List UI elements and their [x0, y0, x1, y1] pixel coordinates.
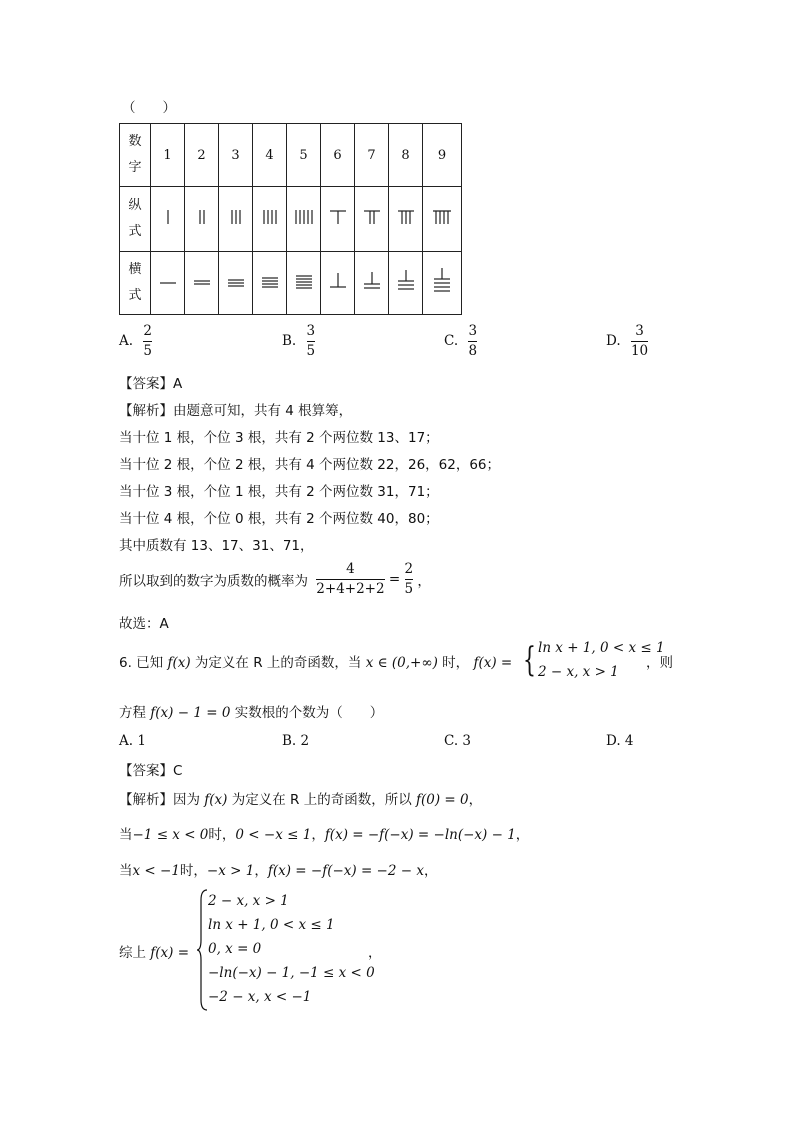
q5-analysis-line-4: 当十位 3 根，个位 1 根，共有 2 个两位数 31，71；: [119, 484, 439, 500]
q6-answer: 【答案】C: [119, 763, 183, 779]
math-expr: f(x) − 1 = 0: [150, 705, 231, 721]
digit-cell: 3: [219, 124, 253, 187]
math-expr: 0 < −x ≤ 1: [235, 827, 312, 843]
table-row-horizontal: [120, 252, 462, 315]
q6-analysis-line-1: [119, 788, 482, 808]
denominator: 2+4+2+2: [316, 581, 385, 597]
math-expr: f(x): [204, 792, 228, 808]
fraction: [143, 322, 152, 361]
row-header-digit: [120, 124, 151, 187]
vertical-rod-3-icon: [219, 187, 253, 252]
question-blank-paren: （ ）: [122, 100, 176, 116]
option-d: [606, 322, 648, 361]
option-label: B.: [282, 333, 297, 349]
punctuation: ，: [468, 792, 483, 808]
punctuation: ，: [515, 827, 530, 843]
q5-analysis-line-2: 当十位 1 根，个位 3 根，共有 2 个两位数 13、17；: [119, 430, 439, 446]
digit-cell: 2: [185, 124, 219, 187]
digit-cell: 9: [423, 124, 462, 187]
analysis-text: 所以取到的数字为质数的概率为: [119, 573, 308, 590]
q6-stem-line-2: [119, 701, 383, 721]
digit-cell: 1: [151, 124, 185, 187]
vertical-rod-1-icon: [151, 187, 185, 252]
q6-option-a: A. 1: [119, 733, 146, 749]
analysis-text: 时，: [179, 863, 207, 879]
stem-text: 方程: [119, 705, 146, 721]
vertical-rod-5-icon: [287, 187, 321, 252]
q5-probability-line: [119, 560, 431, 599]
punctuation: ，: [254, 863, 268, 879]
stem-text: 为定义在 R 上的奇函数，当: [194, 655, 362, 671]
header-char: 式: [128, 288, 142, 303]
q5-choose-line: 故选：A: [119, 616, 169, 632]
punctuation: ，: [368, 945, 382, 961]
q6-option-c: C. 3: [444, 733, 472, 749]
numerator: 3: [635, 323, 644, 339]
q5-analysis-line-5: 当十位 4 根，个位 0 根，共有 2 个两位数 40，80；: [119, 511, 439, 527]
digit-cell: 7: [355, 124, 389, 187]
analysis-text: 综上: [119, 945, 146, 961]
horizontal-rod-6-icon: [321, 252, 355, 315]
analysis-text: 由题意可知，共有 4 根算筹，: [173, 403, 353, 419]
brace-icon: {: [523, 640, 536, 680]
header-char: 式: [128, 224, 142, 239]
vertical-rod-6-icon: [321, 187, 355, 252]
option-label: D.: [606, 333, 621, 349]
math-expr: −x > 1: [206, 863, 255, 879]
row-header-horizontal: [120, 252, 151, 315]
summary-case-4: −ln(−x) − 1, −1 ≤ x < 0: [208, 965, 375, 981]
piecewise-case-2: 2 − x, x > 1: [538, 664, 619, 680]
summary-case-3: 0, x = 0: [208, 941, 262, 957]
numerator: 3: [306, 323, 316, 339]
math-expr: f(x): [167, 655, 191, 671]
math-expr: x ∈ (0,+∞): [365, 655, 438, 671]
punctuation: ，: [311, 827, 325, 843]
stem-text: ，则: [646, 655, 673, 671]
header-char: 纵: [128, 198, 142, 213]
punctuation: ，: [423, 863, 438, 879]
stem-text: 时，: [442, 655, 470, 671]
equals-sign: =: [388, 571, 401, 588]
math-expr: f(x) = −f(−x) = −ln(−x) − 1: [324, 827, 516, 843]
option-b: [282, 322, 315, 361]
digit-cell: 5: [287, 124, 321, 187]
horizontal-rod-8-icon: [389, 252, 423, 315]
summary-case-1: 2 − x, x > 1: [208, 893, 289, 909]
q6-option-b: B. 2: [282, 733, 310, 749]
q5-analysis-line-1: [119, 399, 352, 419]
digit-cell: 6: [321, 124, 355, 187]
summary-case-5: −2 − x, x < −1: [208, 989, 312, 1005]
q6-analysis-line-2: [119, 823, 529, 843]
vertical-rod-9-icon: [423, 187, 462, 252]
math-expr: −1 ≤ x < 0: [132, 827, 209, 843]
analysis-text: 当: [119, 827, 133, 843]
q6-option-d: D. 4: [606, 733, 634, 749]
header-char: 横: [128, 262, 142, 277]
q5-analysis-line-3: 当十位 2 根，个位 2 根，共有 4 个两位数 22，26，62，66；: [119, 457, 501, 473]
numerator: 2: [143, 323, 152, 339]
math-expr: x < −1: [132, 863, 180, 879]
option-a: [119, 322, 152, 361]
numerator: 2: [404, 561, 414, 577]
header-char: 数: [128, 134, 142, 149]
analysis-tag: 【解析】: [119, 403, 173, 419]
analysis-text: 为定义在 R 上的奇函数，所以: [231, 792, 412, 808]
horizontal-rod-4-icon: [253, 252, 287, 315]
vertical-rod-4-icon: [253, 187, 287, 252]
fraction: [468, 322, 477, 361]
analysis-text: 当: [119, 863, 133, 879]
analysis-tag: 【解析】: [119, 792, 173, 808]
horizontal-rod-1-icon: [151, 252, 185, 315]
stem-text: 实数根的个数为（ ）: [234, 705, 384, 721]
counting-rods-table: [119, 123, 462, 315]
header-char: 字: [128, 160, 142, 175]
horizontal-rod-2-icon: [185, 252, 219, 315]
denominator: 10: [630, 343, 649, 359]
math-expr: f(x) =: [150, 945, 190, 961]
denominator: 5: [404, 581, 414, 597]
option-c: [444, 322, 477, 361]
vertical-rod-7-icon: [355, 187, 389, 252]
punctuation: ，: [417, 573, 431, 590]
digit-cell: 4: [253, 124, 287, 187]
q6-analysis-line-3: [119, 859, 437, 879]
digit-cell: 8: [389, 124, 423, 187]
option-label: C.: [444, 333, 459, 349]
summary-case-2: ln x + 1, 0 < x ≤ 1: [208, 917, 335, 933]
q5-answer: 【答案】A: [119, 376, 183, 392]
math-expr: f(x) =: [473, 655, 513, 671]
table-row-numbers: [120, 124, 462, 187]
stem-text: 6. 已知: [119, 655, 164, 671]
math-expr: f(0) = 0: [416, 792, 469, 808]
table-row-vertical: [120, 187, 462, 252]
horizontal-rod-9-icon: [423, 252, 462, 315]
option-label: A.: [119, 333, 134, 349]
q6-summary-label: [119, 941, 189, 961]
horizontal-rod-5-icon: [287, 252, 321, 315]
fraction: [307, 322, 316, 361]
analysis-text: 因为: [173, 792, 200, 808]
numerator: 3: [468, 323, 478, 339]
numerator: 4: [346, 561, 355, 577]
denominator: 8: [468, 343, 478, 359]
q5-analysis-line-6: 其中质数有 13、17、31、71，: [119, 538, 314, 554]
row-header-vertical: [120, 187, 151, 252]
probability-fraction: [316, 560, 384, 599]
horizontal-rod-3-icon: [219, 252, 253, 315]
result-fraction: [405, 560, 414, 599]
math-expr: f(x) = −f(−x) = −2 − x: [267, 863, 424, 879]
analysis-text: 时，: [208, 827, 236, 843]
horizontal-rod-7-icon: [355, 252, 389, 315]
fraction: [631, 322, 648, 361]
denominator: 5: [143, 343, 152, 359]
piecewise-case-1: ln x + 1, 0 < x ≤ 1: [538, 640, 665, 656]
vertical-rod-8-icon: [389, 187, 423, 252]
vertical-rod-2-icon: [185, 187, 219, 252]
q6-stem-line-1: [119, 651, 512, 671]
denominator: 5: [306, 343, 316, 359]
